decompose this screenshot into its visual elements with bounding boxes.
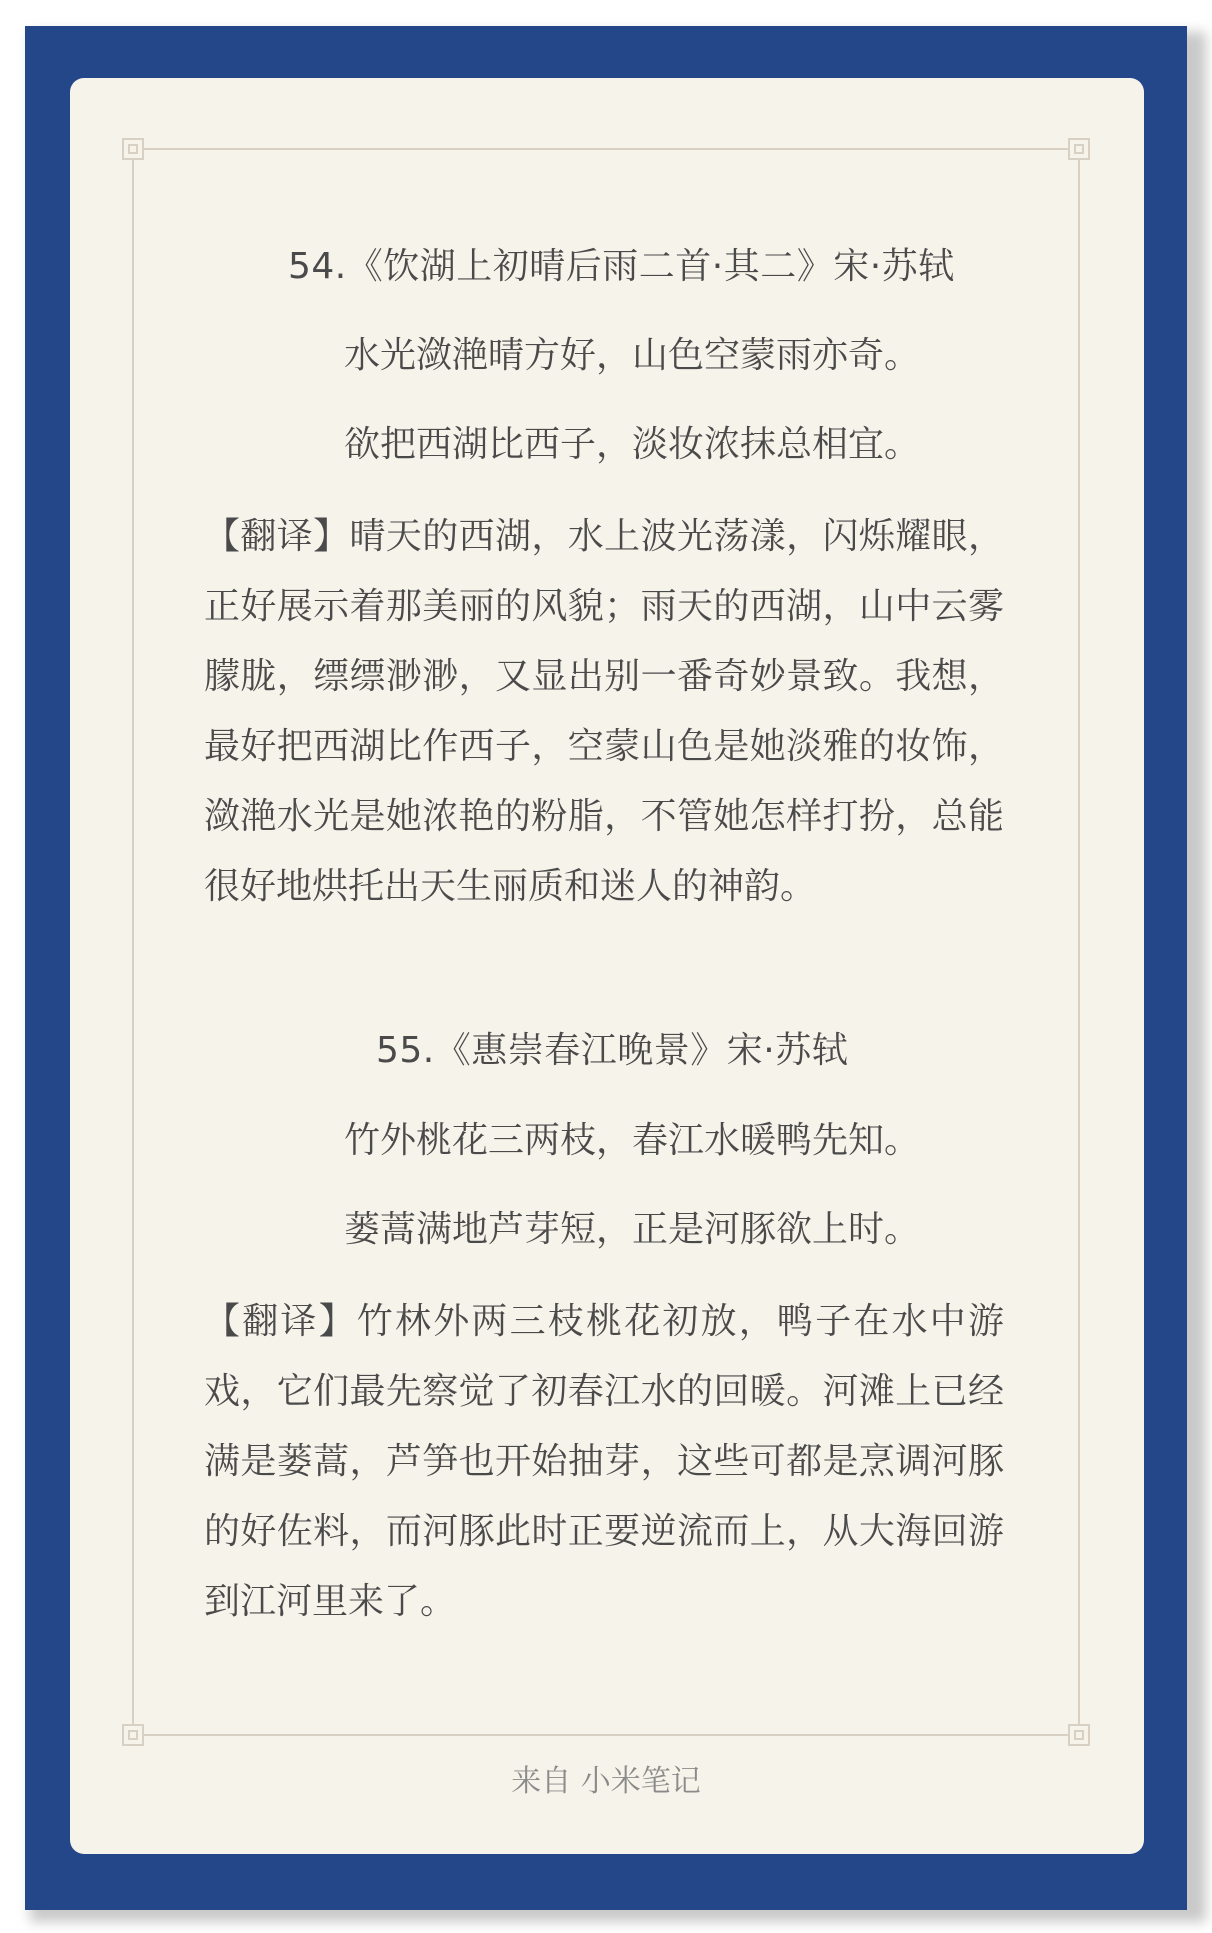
poem-55-line-1: 竹外桃花三两枝，春江水暖鸭先知。 [344, 1120, 921, 1161]
corner-ornament-top-left [122, 138, 144, 160]
poem-54-line-2: 欲把西湖比西子，淡妆浓抹总相宜。 [344, 424, 921, 465]
corner-ornament-bottom-left [122, 1724, 144, 1746]
corner-ornament-bottom-right [1068, 1724, 1090, 1746]
source-footer: 来自 小米笔记 [511, 1764, 701, 1799]
poem-54-line-1: 水光潋滟晴方好，山色空蒙雨亦奇。 [344, 335, 921, 376]
poem-55-line-2: 蒌蒿满地芦芽短，正是河豚欲上时。 [344, 1209, 921, 1250]
corner-ornament-top-right [1068, 138, 1090, 160]
poem-54-title: 54.《饮湖上初晴后雨二首·其二》宋·苏轼 [288, 246, 955, 287]
poem-55-translation: 【翻译】竹林外两三枝桃花初放，鸭子在水中游戏，它们最先察觉了初春江水的回暖。河滩上已经满是蒌蒿，芦笋也开始抽芽，这些可都是烹调河豚的好佐料，而河豚此时正要逆流而上，从大海回游到江河里来了。 [204, 1301, 1004, 1622]
poem-55-title: 55.《惠崇春江晚景》宋·苏轼 [376, 1030, 849, 1071]
poem-54-translation: 【翻译】晴天的西湖，水上波光荡漾，闪烁耀眼，正好展示着那美丽的风貌；雨天的西湖，山中云雾朦胧，缥缥渺渺，又显出别一番奇妙景致。我想，最好把西湖比作西子，空蒙山色是她淡雅的妆饰，潋滟水光是她浓艳的粉脂，不管她怎样打扮，总能很好地烘托出天生丽质和迷人的神韵。 [204, 516, 1004, 907]
